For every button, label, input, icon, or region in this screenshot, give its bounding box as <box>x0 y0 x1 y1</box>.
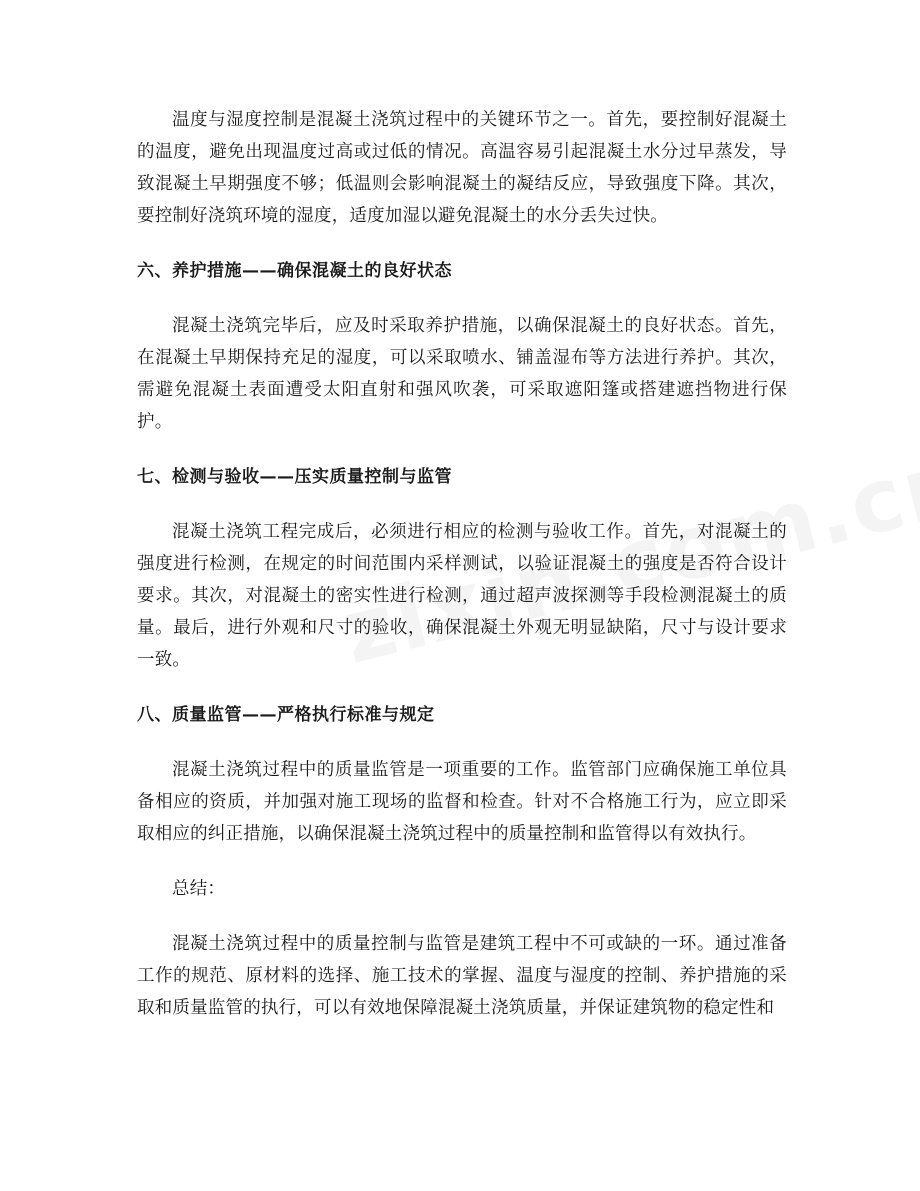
paragraph-temperature-humidity: 温度与湿度控制是混凝土浇筑过程中的关键环节之一。首先，要控制好混凝土的温度，避免出现温度过高或过低的情况。高温容易引起混凝土水分过早蒸发，导致混凝土早期强度不够；低温则会影响混凝土的凝结反应，导致强度下降。其次，要控制好浇筑环境的湿度，适度加湿以避免混凝土的水分丢失过快。 <box>137 110 787 226</box>
paragraph-summary: 混凝土浇筑过程中的质量控制与监管是建筑工程中不可或缺的一环。通过准备工作的规范、原材料的选择、施工技术的掌握、温度与湿度的控制、养护措施的采取和质量监管的执行，可以有效地保障混凝土浇筑质量，并保证建筑物的稳定性和 <box>137 934 787 1018</box>
heading-curing-measures: 六、养护措施——确保混凝土的良好状态 <box>137 261 452 281</box>
paragraph-curing-measures: 混凝土浇筑完毕后，应及时采取养护措施，以确保混凝土的良好状态。首先，在混凝土早期保持充足的湿度，可以采取喷水、铺盖湿布等方法进行养护。其次，需避免混凝土表面遭受太阳直射和强风吹袭，可采取遮阳篷或搭建遮挡物进行保护。 <box>137 316 787 432</box>
paragraph-quality-supervision: 混凝土浇筑过程中的质量监管是一项重要的工作。监管部门应确保施工单位具备相应的资质，并加强对施工现场的监督和检查。针对不合格施工行为，应立即采取相应的纠正措施，以确保混凝土浇筑过程中的质量控制和监管得以有效执行。 <box>137 760 787 844</box>
document-body <box>137 104 787 1047</box>
heading-quality-supervision: 八、质量监管——严格执行标准与规定 <box>137 705 435 725</box>
heading-inspection-acceptance: 七、检测与验收——压实质量控制与监管 <box>137 467 452 487</box>
paragraph-inspection-acceptance: 混凝土浇筑工程完成后，必须进行相应的检测与验收工作。首先，对混凝土的强度进行检测，在规定的时间范围内采样测试，以验证混凝土的强度是否符合设计要求。其次，对混凝土的密实性进行检测，通过超声波探测等手段检测混凝土的质量。最后，进行外观和尺寸的验收，确保混凝土外观无明显缺陷，尺寸与设计要求一致。 <box>137 522 787 670</box>
summary-label: 总结： <box>172 879 226 899</box>
